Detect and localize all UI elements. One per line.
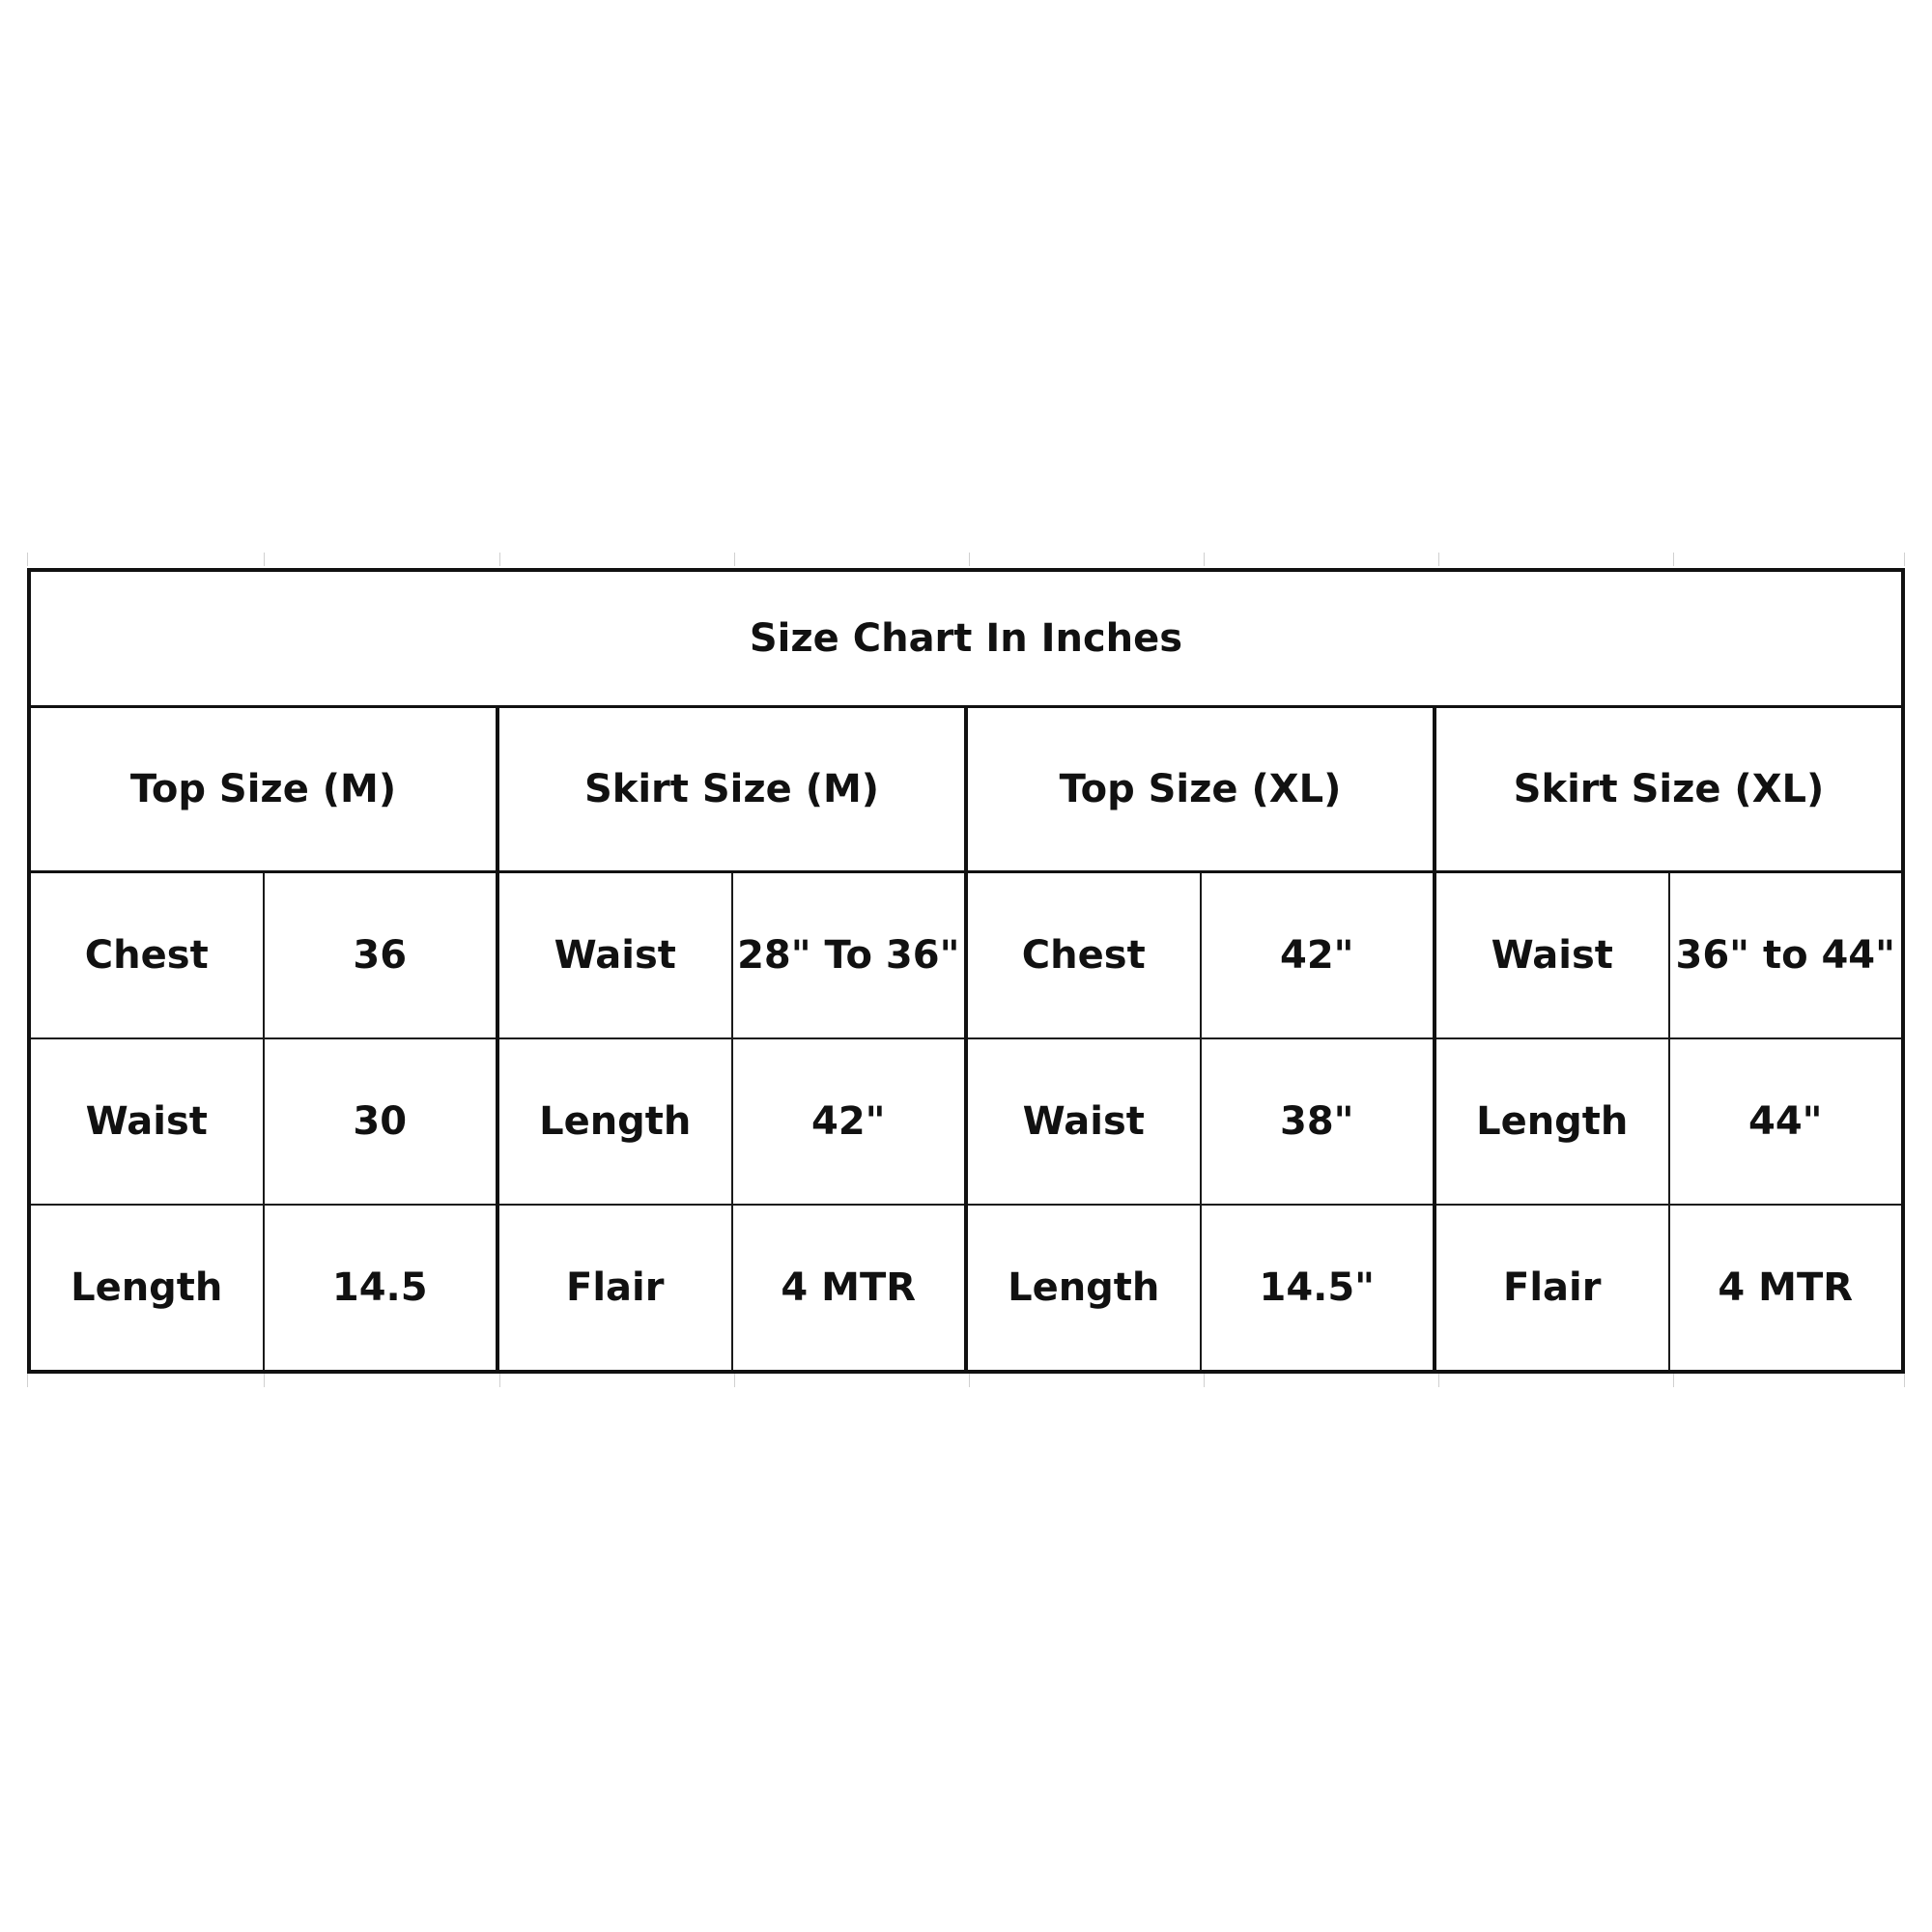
gridline-tick	[1904, 553, 1905, 566]
gridline-tick	[969, 553, 970, 566]
measure-label: Chest	[966, 872, 1201, 1039]
gridline-tick	[734, 1374, 735, 1387]
measure-label: Flair	[1435, 1205, 1669, 1372]
measure-label: Chest	[29, 872, 264, 1039]
table-row	[29, 1038, 1903, 1205]
gridline-tick	[264, 553, 265, 566]
measure-value: 36" to 44"	[1669, 872, 1904, 1039]
group-header-skirt-xl: Skirt Size (XL)	[1435, 707, 1903, 872]
measure-value: 36	[264, 872, 498, 1039]
group-header-top-xl: Top Size (XL)	[966, 707, 1435, 872]
table-row	[29, 872, 1903, 1039]
measure-value: 44"	[1669, 1038, 1904, 1205]
measure-label: Length	[1435, 1038, 1669, 1205]
gridline-tick	[734, 553, 735, 566]
measure-label: Flair	[497, 1205, 732, 1372]
measure-label: Waist	[1435, 872, 1669, 1039]
table-title: Size Chart In Inches	[29, 570, 1903, 707]
gridline-tick	[1204, 553, 1205, 566]
group-header-skirt-m: Skirt Size (M)	[497, 707, 966, 872]
measure-label: Waist	[497, 872, 732, 1039]
gridline-tick	[1438, 553, 1439, 566]
title-row	[29, 570, 1903, 707]
measure-value: 42"	[732, 1038, 967, 1205]
measure-label: Waist	[29, 1038, 264, 1205]
measure-label: Length	[29, 1205, 264, 1372]
gridline-tick	[499, 1374, 500, 1387]
gridline-tick	[27, 553, 28, 566]
size-chart-table	[27, 568, 1905, 1374]
group-header-top-m: Top Size (M)	[29, 707, 497, 872]
gridline-tick	[1673, 553, 1674, 566]
measure-value: 28" To 36"	[732, 872, 967, 1039]
measure-label: Length	[966, 1205, 1201, 1372]
measure-value: 14.5"	[1201, 1205, 1435, 1372]
gridline-tick	[264, 1374, 265, 1387]
measure-value: 4 MTR	[732, 1205, 967, 1372]
gridline-tick	[969, 1374, 970, 1387]
gridline-tick	[499, 553, 500, 566]
gridline-tick	[1204, 1374, 1205, 1387]
measure-value: 30	[264, 1038, 498, 1205]
measure-value: 14.5	[264, 1205, 498, 1372]
measure-value: 38"	[1201, 1038, 1435, 1205]
gridline-tick	[1673, 1374, 1674, 1387]
gridline-tick	[1904, 1374, 1905, 1387]
group-header-row	[29, 707, 1903, 872]
measure-value: 42"	[1201, 872, 1435, 1039]
measure-label: Waist	[966, 1038, 1201, 1205]
measure-label: Length	[497, 1038, 732, 1205]
gridline-tick	[1438, 1374, 1439, 1387]
gridline-tick	[27, 1374, 28, 1387]
measure-value: 4 MTR	[1669, 1205, 1904, 1372]
table-row	[29, 1205, 1903, 1372]
